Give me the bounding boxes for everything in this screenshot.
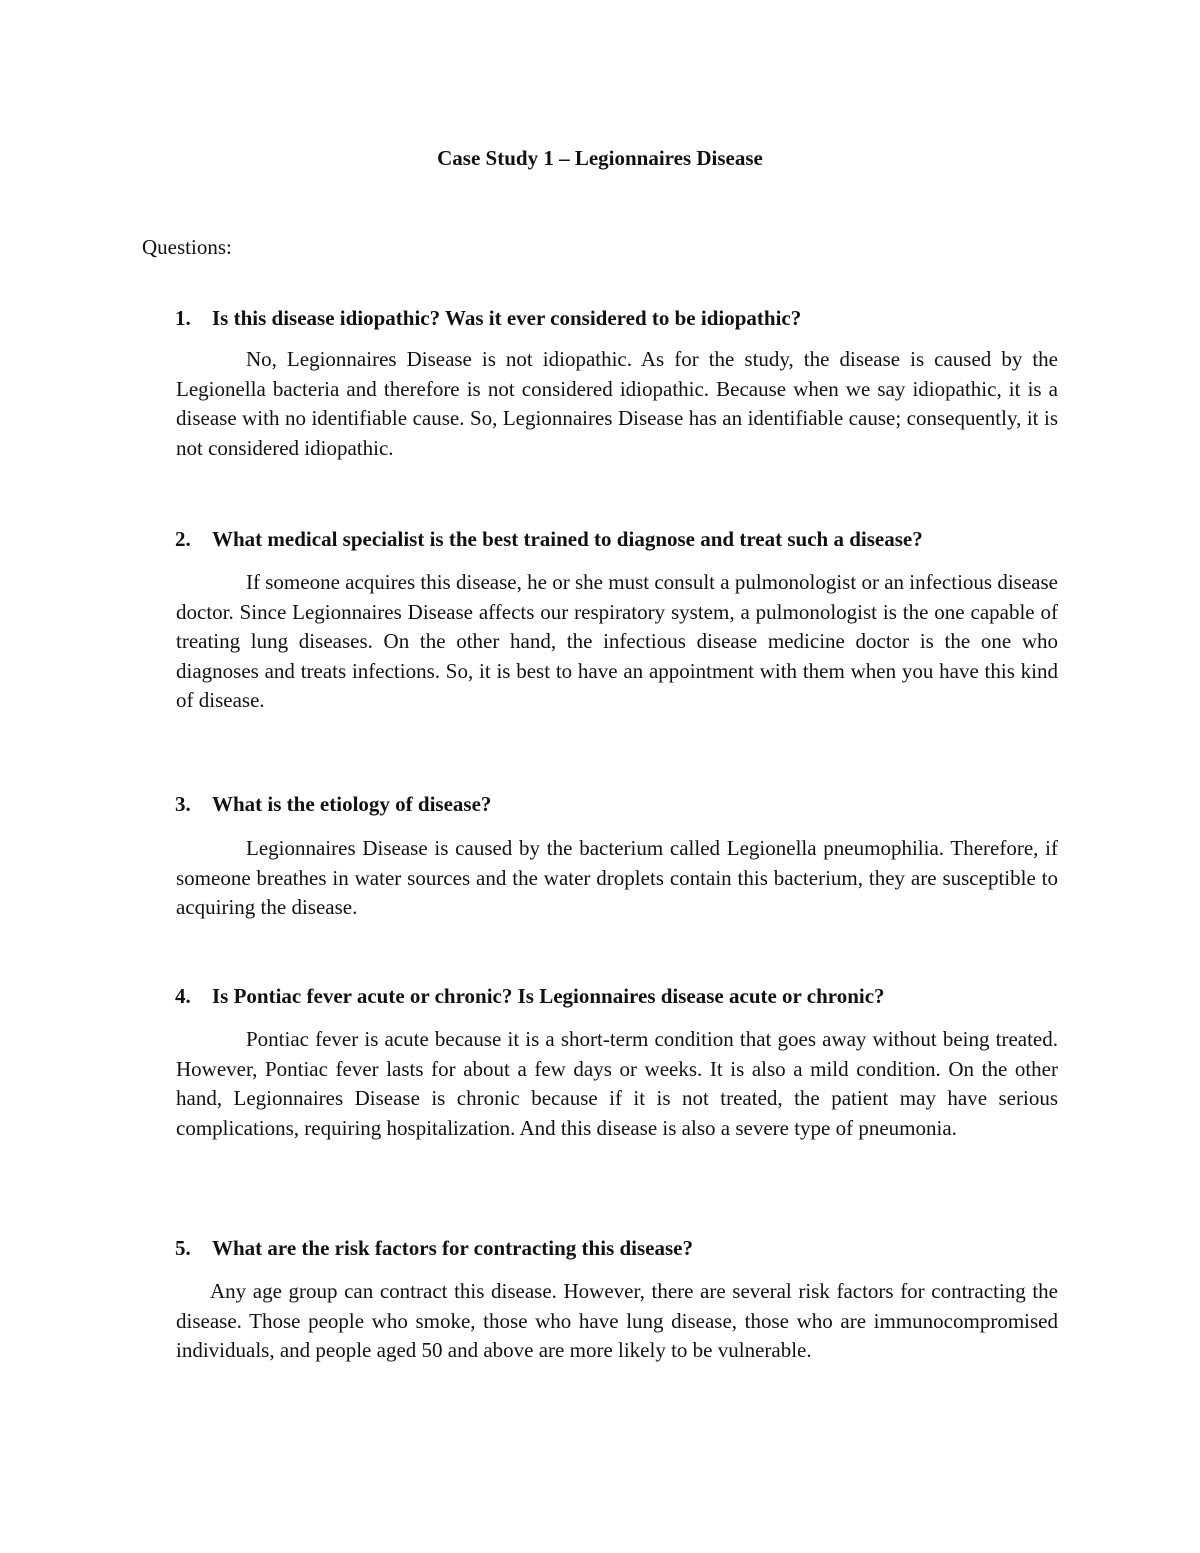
- answer-paragraph-5: Any age group can contract this disease. However, there are several risk factors for contracting the disease. Those people who smoke, those who have lung disease, those who are immunocompromised individuals, and people aged 50 and above are more likely to be vulnerable.: [176, 1279, 1058, 1363]
- answer-paragraph-1: No, Legionnaires Disease is not idiopathic. As for the study, the disease is caused by the Legionella bacteria and therefore is not considered idiopathic. Because when we say idiopathic, it is a disease with no identifiable cause. So, Legionnaires Disease has an identifiable cause; consequently, it is not considered idiopathic.: [176, 347, 1058, 460]
- question-number: 1.: [175, 306, 191, 330]
- question-text: What is the etiology of disease?: [212, 792, 492, 816]
- answer-paragraph-2: If someone acquires this disease, he or she must consult a pulmonologist or an infectious disease doctor. Since Legionnaires Disease affects our respiratory system, a pulmonologist is the one capable of treating lung diseases. On the other hand, the infectious disease medicine doctor is the one who diagnoses and treats infections. So, it is best to have an appointment with them when you have this kind of disease.: [176, 570, 1058, 713]
- question-text: What are the risk factors for contracting this disease?: [212, 1236, 693, 1260]
- answer-paragraph-4: Pontiac fever is acute because it is a short-term condition that goes away without being treated. However, Pontiac fever lasts for about a few days or weeks. It is also a mild condition. On the other hand, Legionnaires Disease is chronic because if it is not treated, the patient may have serious complications, requiring hospitalization. And this disease is also a severe type of pneumonia.: [176, 1027, 1058, 1140]
- question-text: Is Pontiac fever acute or chronic? Is Legionnaires disease acute or chronic?: [212, 984, 885, 1008]
- question-number: 5.: [175, 1236, 191, 1260]
- document-title: Case Study 1 – Legionnaires Disease: [437, 146, 763, 170]
- answer-paragraph-3: Legionnaires Disease is caused by the bacterium called Legionella pneumophilia. Therefore, if someone breathes in water sources and the water droplets contain this bacterium, they are susceptible to acquiring the disease.: [176, 836, 1058, 920]
- questions-label: Questions:: [142, 235, 232, 259]
- question-text: Is this disease idiopathic? Was it ever considered to be idiopathic?: [212, 306, 802, 330]
- question-number: 3.: [175, 792, 191, 816]
- question-text: What medical specialist is the best trained to diagnose and treat such a disease?: [212, 527, 923, 551]
- question-number: 2.: [175, 527, 191, 551]
- question-number: 4.: [175, 984, 191, 1008]
